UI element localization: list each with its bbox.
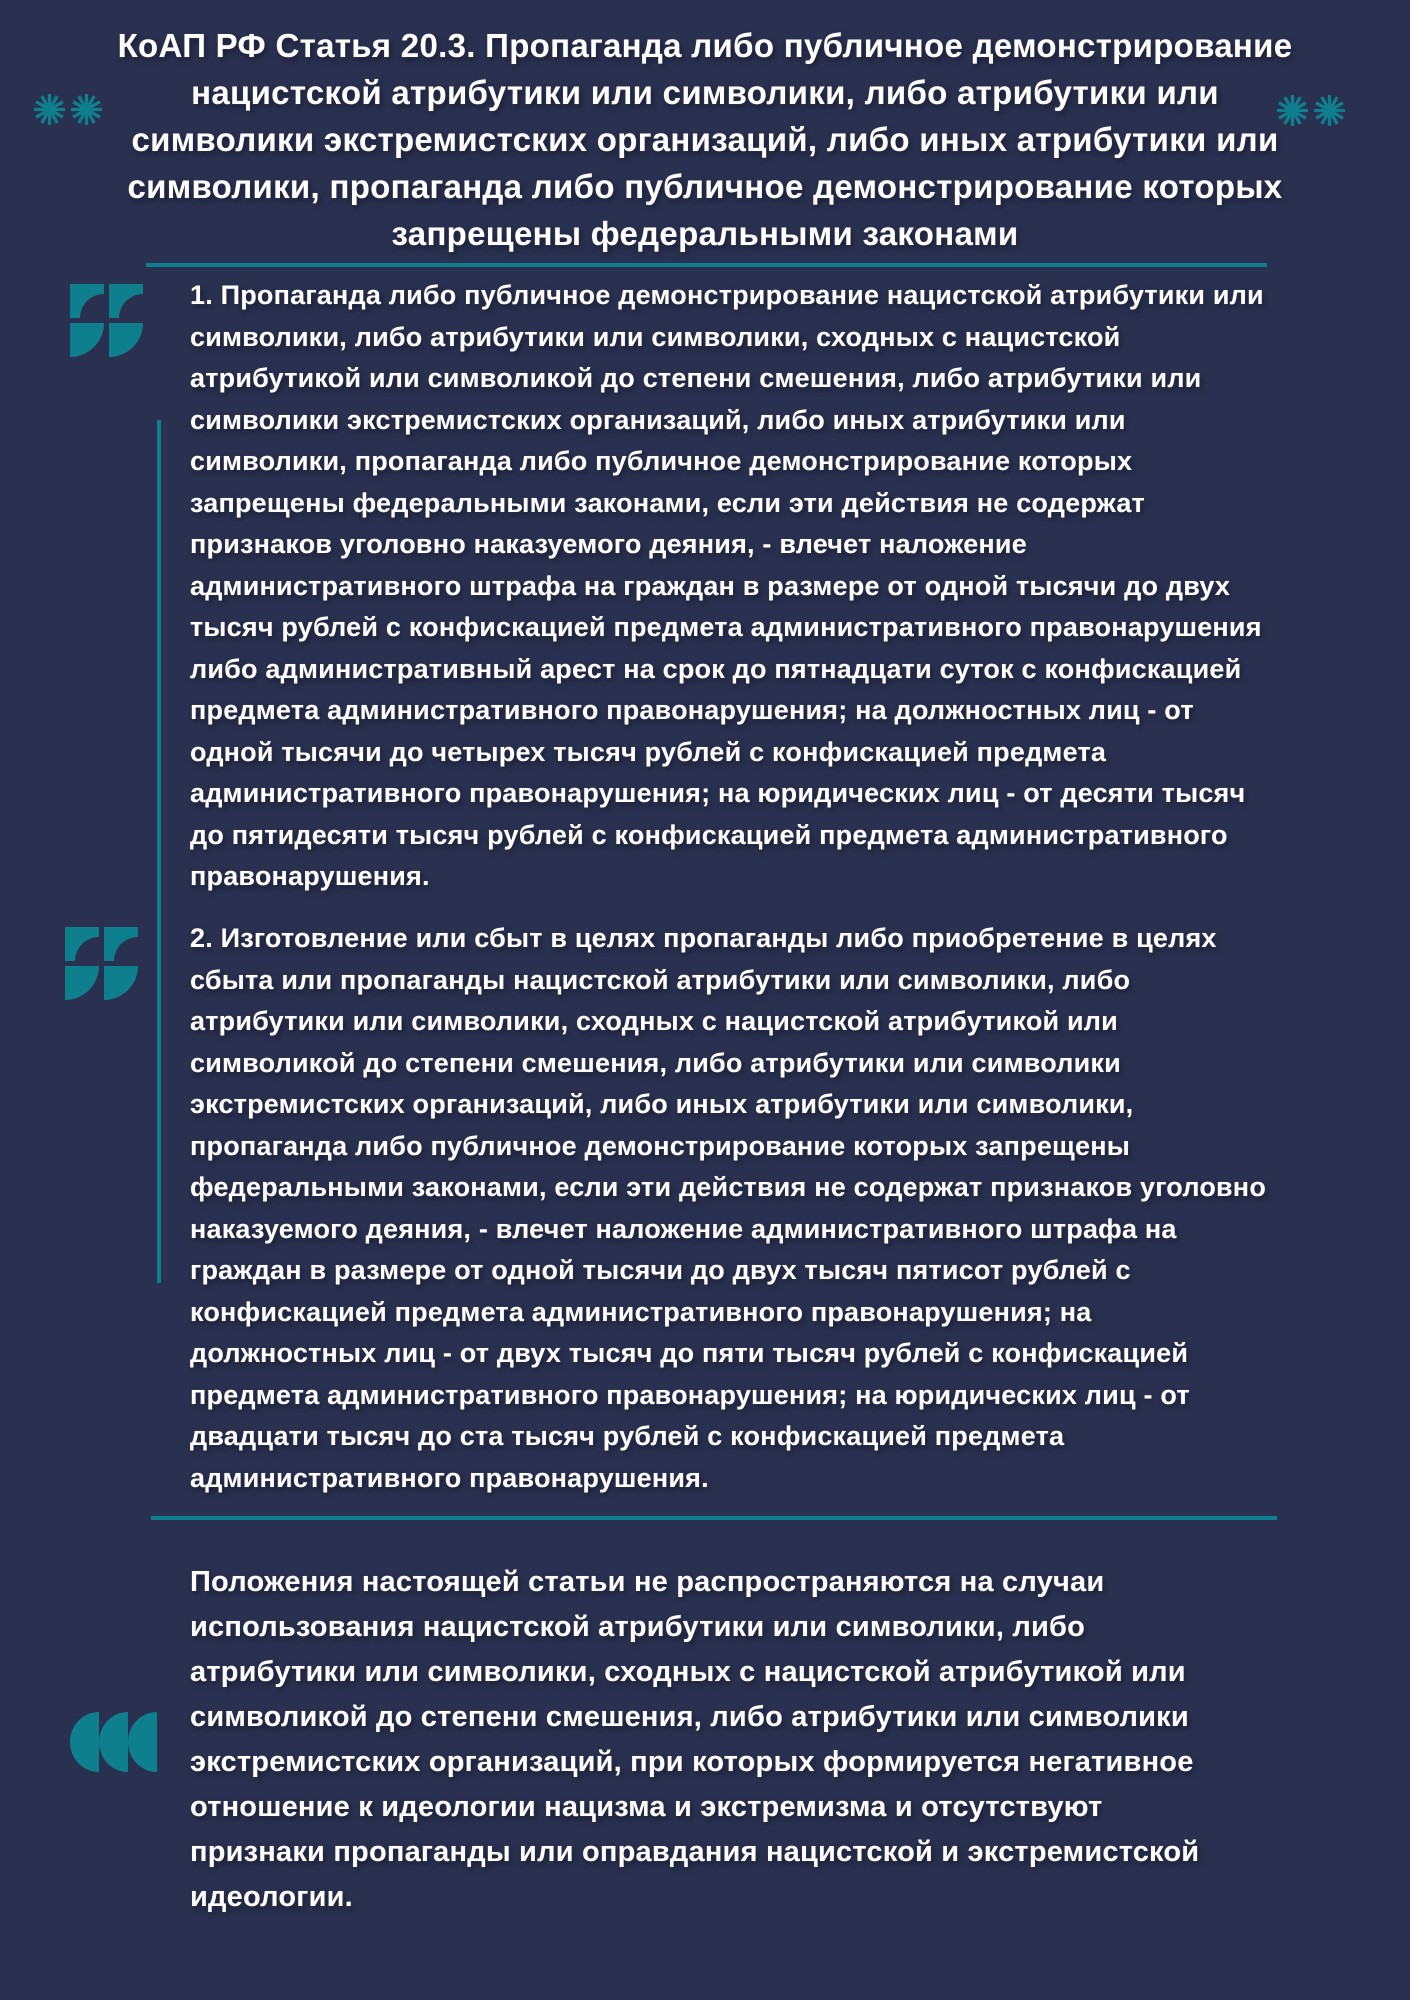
text-line: граждан в размере от одной тысячи до двух тысяч пятисот рублей с — [190, 1255, 1131, 1285]
text-line: 2. Изготовление или сбыт в целях пропаганды либо приобретение в целях — [190, 923, 1217, 953]
text-line: Положения настоящей статьи не распространяются на случаи — [190, 1566, 1105, 1598]
text-line: конфискацией предмета административного правонарушения; на — [190, 1296, 1092, 1327]
text-line: либо административный арест на срок до пятнадцати суток с конфискацией — [190, 653, 1242, 684]
text-line: предмета административного правонарушения; на юридических лиц - от — [190, 1379, 1190, 1410]
text-line: символикой до степени смешения, либо атрибутики или символики — [190, 1701, 1189, 1733]
text-line: одной тысячи до четырех тысяч рублей с конфискацией предмета — [190, 736, 1107, 767]
title-line: КоАП РФ Статья 20.3. Пропаганда либо публичное демонстрирование — [117, 27, 1293, 64]
section-divider — [151, 1516, 1277, 1520]
article-note — [190, 1560, 1199, 1920]
text-line: административного правонарушения. — [190, 1462, 709, 1493]
title-line: запрещены федеральными законами — [391, 215, 1019, 252]
text-line: двадцати тысяч до ста тысяч рублей с конфискацией предмета — [190, 1421, 1065, 1451]
title-line: нацистской атрибутики или символики, либо атрибутики или — [191, 74, 1219, 111]
text-line: признаки пропаганды или оправдания нацистской и экстремистской — [190, 1836, 1200, 1868]
text-line: наказуемого деяния, - влечет наложение административного штрафа на — [190, 1213, 1177, 1244]
title-line: символики экстремистских организаций, либо иных атрибутики или — [131, 121, 1279, 158]
quote-icon — [70, 284, 143, 357]
article-part-1 — [190, 275, 1264, 898]
article-part-2 — [190, 918, 1266, 1499]
triple-chevron-icon — [70, 1712, 157, 1772]
text-line: до пятидесяти тысяч рублей с конфискацией предмета административного — [190, 819, 1228, 850]
article-title — [50, 22, 1360, 257]
text-line: символики, либо атрибутики или символики, сходных с нацистской — [190, 321, 1121, 352]
text-line: пропаганда либо публичное демонстрирование которых запрещены — [190, 1130, 1131, 1161]
text-line: запрещены федеральными законами, если эти действия не содержат — [190, 487, 1145, 518]
text-line: должностных лиц - от двух тысяч до пяти тысяч рублей с конфискацией — [190, 1338, 1189, 1368]
text-line: административного штрафа на граждан в размере от одной тысячи до двух — [190, 570, 1231, 601]
text-line: символикой до степени смешения, либо атрибутики или символики — [190, 1047, 1121, 1078]
text-line: федеральными законами, если эти действия не содержат признаков уголовно — [190, 1172, 1267, 1202]
title-line: символики, пропаганда либо публичное демонстрирование которых — [127, 168, 1283, 205]
text-line: использования нацистской атрибутики или символики, либо — [190, 1611, 1086, 1643]
text-line: правонарушения. — [190, 861, 430, 891]
text-line: идеологии. — [190, 1881, 353, 1913]
text-line: экстремистских организаций, либо иных атрибутики или символики, — [190, 1089, 1134, 1119]
text-line: символики, пропаганда либо публичное демонстрирование которых — [190, 446, 1133, 476]
text-line: отношение к идеологии нацизма и экстремизма и отсутствуют — [190, 1791, 1103, 1823]
text-line: атрибутикой или символикой до степени смешения, либо атрибутики или — [190, 363, 1202, 393]
left-vertical-rule — [157, 420, 161, 1283]
text-line: 1. Пропаганда либо публичное демонстрирование нацистской атрибутики или — [190, 280, 1264, 310]
text-line: признаков уголовно наказуемого деяния, - влечет наложение — [190, 529, 1027, 559]
text-line: сбыта или пропаганды нацистской атрибутики или символики, либо — [190, 964, 1131, 995]
text-line: символики экстремистских организаций, либо иных атрибутики или — [190, 404, 1126, 435]
top-rule — [146, 263, 1267, 267]
text-line: экстремистских организаций, при которых формируется негативное — [190, 1746, 1194, 1778]
quote-icon — [65, 927, 138, 1000]
text-line: административного правонарушения; на юридических лиц - от десяти тысяч — [190, 778, 1246, 808]
text-line: атрибутики или символики, сходных с нацистской атрибутикой или — [190, 1656, 1186, 1688]
text-line: тысяч рублей с конфискацией предмета административного правонарушения — [190, 612, 1262, 642]
text-line: атрибутики или символики, сходных с нацистской атрибутикой или — [190, 1006, 1118, 1036]
text-line: предмета административного правонарушения; на должностных лиц - от — [190, 695, 1194, 725]
